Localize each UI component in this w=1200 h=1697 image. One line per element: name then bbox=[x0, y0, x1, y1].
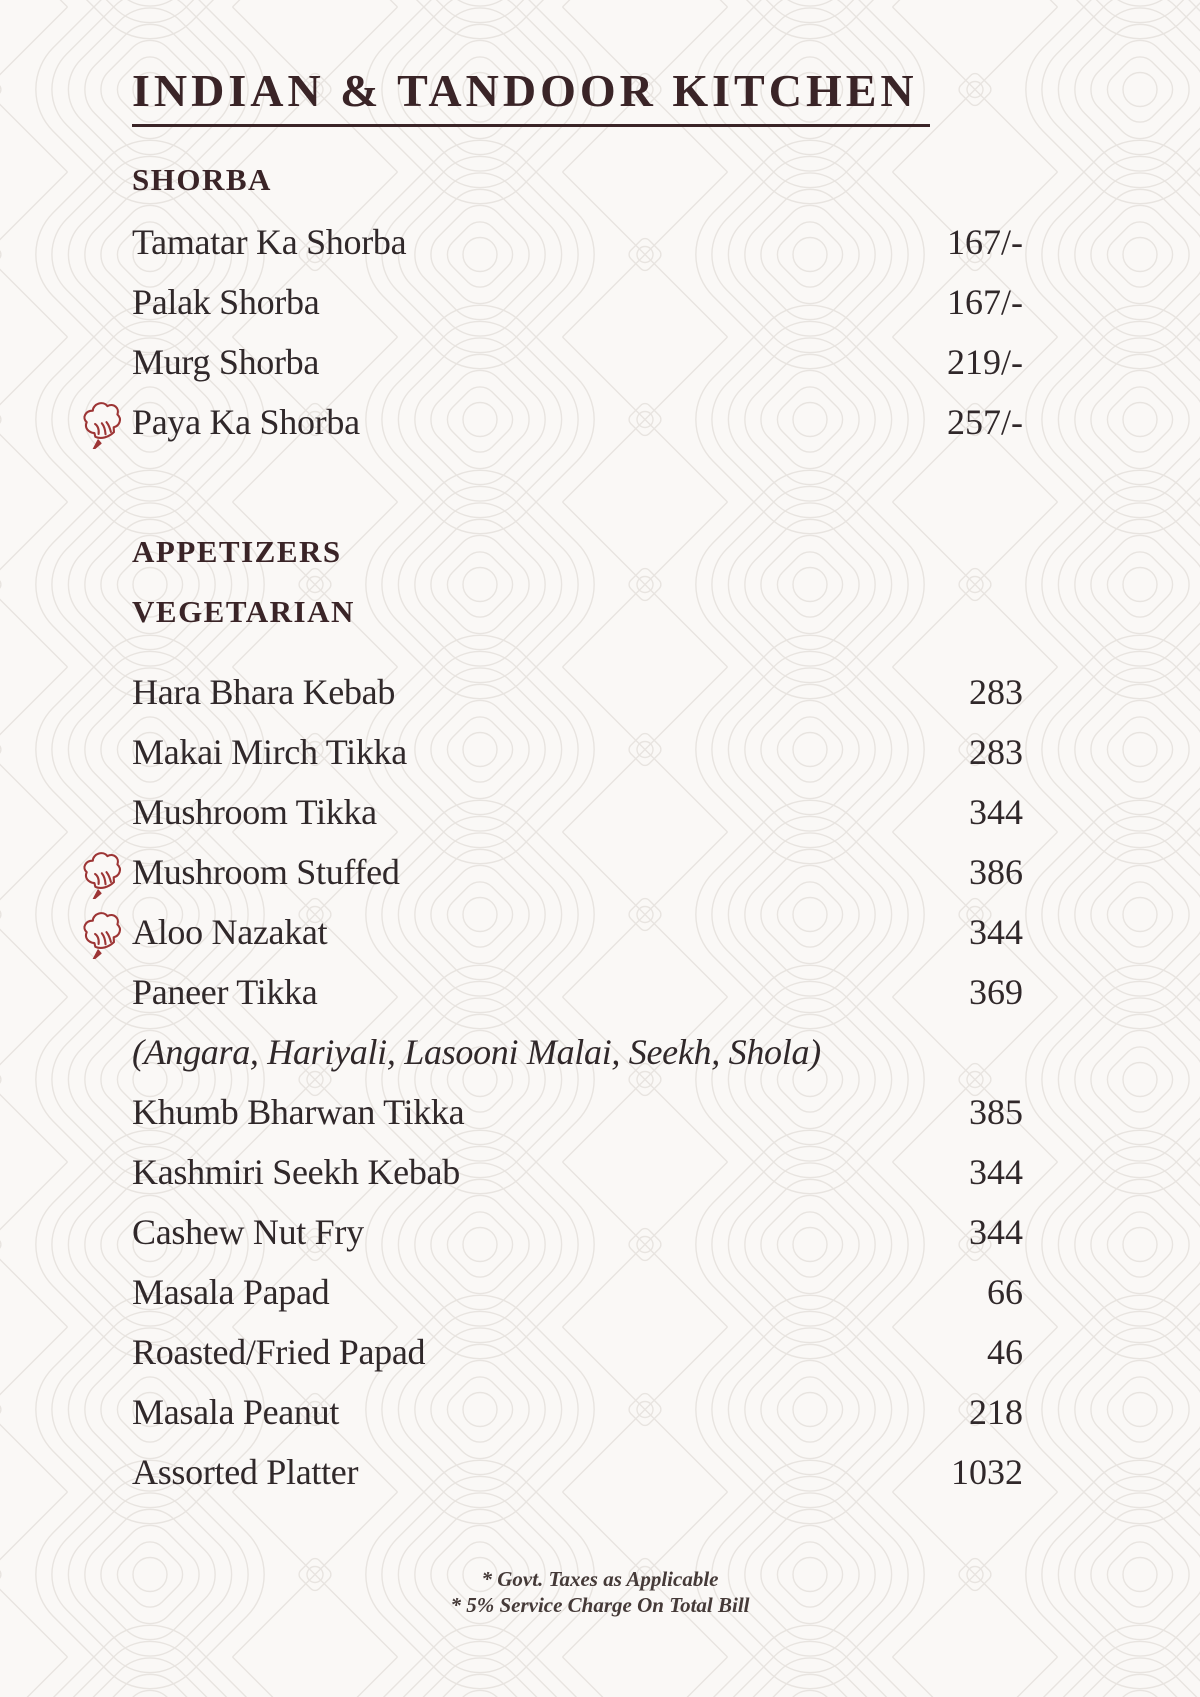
menu-item-row bbox=[132, 392, 1023, 452]
menu-item-name: Tamatar Ka Shorba bbox=[132, 222, 407, 262]
menu-item-price: 218 bbox=[969, 1392, 1023, 1432]
menu-item-name: Paya Ka Shorba bbox=[132, 402, 360, 442]
menu-item-name: Palak Shorba bbox=[132, 282, 320, 322]
menu-item-name: Masala Papad bbox=[132, 1272, 330, 1312]
menu-item-row bbox=[132, 902, 1023, 962]
menu-item-price: 283 bbox=[969, 732, 1023, 772]
menu-item-price: 344 bbox=[969, 1212, 1023, 1252]
menu-item-price: 1032 bbox=[951, 1452, 1023, 1492]
menu-item-row bbox=[132, 782, 1023, 842]
menu-item-row bbox=[132, 212, 1023, 272]
page-title: INDIAN & TANDOOR KITCHEN bbox=[132, 64, 930, 127]
menu-item-name: Khumb Bharwan Tikka bbox=[132, 1092, 465, 1132]
section-heading-appetizers: APPETIZERS bbox=[132, 534, 342, 569]
chef-hat-icon bbox=[80, 399, 126, 449]
menu-item-row bbox=[132, 1382, 1023, 1442]
menu-item-price: 369 bbox=[969, 972, 1023, 1012]
menu-item-variants: (Angara, Hariyali, Lasooni Malai, Seekh, Shola) bbox=[132, 1032, 821, 1072]
menu-item-name: Roasted/Fried Papad bbox=[132, 1332, 426, 1372]
menu-item-price: 344 bbox=[969, 912, 1023, 952]
menu-item-name: Hara Bhara Kebab bbox=[132, 672, 396, 712]
footer-note bbox=[0, 1566, 1200, 1618]
section-heading-shorba: SHORBA bbox=[132, 162, 272, 197]
menu-item-price: 386 bbox=[969, 852, 1023, 892]
menu-item-price: 167/- bbox=[947, 222, 1023, 262]
menu-item-price: 385 bbox=[969, 1092, 1023, 1132]
menu-item-row bbox=[132, 1082, 1023, 1142]
menu-item-price: 257/- bbox=[947, 402, 1023, 442]
menu-item-row bbox=[132, 1322, 1023, 1382]
menu-item-name: Mushroom Tikka bbox=[132, 792, 377, 832]
menu-item-row bbox=[132, 1262, 1023, 1322]
menu-item-row bbox=[132, 1142, 1023, 1202]
menu-item-price: 283 bbox=[969, 672, 1023, 712]
section-subheading-vegetarian: VEGETARIAN bbox=[132, 594, 355, 629]
menu-item-price: 344 bbox=[969, 792, 1023, 832]
chef-hat-icon bbox=[80, 909, 126, 959]
menu-item-price: 46 bbox=[987, 1332, 1023, 1372]
menu-item-name: Cashew Nut Fry bbox=[132, 1212, 364, 1252]
menu-item-note-row bbox=[132, 1022, 1023, 1082]
menu-item-row bbox=[132, 1442, 1023, 1502]
menu-item-name: Masala Peanut bbox=[132, 1392, 340, 1432]
menu-item-row bbox=[132, 962, 1023, 1022]
menu-item-row bbox=[132, 1202, 1023, 1262]
menu-item-row bbox=[132, 662, 1023, 722]
menu-item-name: Paneer Tikka bbox=[132, 972, 318, 1012]
menu-item-name: Murg Shorba bbox=[132, 342, 320, 382]
menu-item-name: Kashmiri Seekh Kebab bbox=[132, 1152, 460, 1192]
menu-item-price: 219/- bbox=[947, 342, 1023, 382]
footer-service-note: * 5% Service Charge On Total Bill bbox=[450, 1593, 750, 1617]
menu-item-row bbox=[132, 722, 1023, 782]
menu-item-price: 167/- bbox=[947, 282, 1023, 322]
menu-item-name: Makai Mirch Tikka bbox=[132, 732, 407, 772]
menu-item-row bbox=[132, 842, 1023, 902]
menu-item-name: Mushroom Stuffed bbox=[132, 852, 400, 892]
menu-item-name: Assorted Platter bbox=[132, 1452, 359, 1492]
menu-item-row bbox=[132, 272, 1023, 332]
chef-hat-icon bbox=[80, 849, 126, 899]
menu-item-price: 66 bbox=[987, 1272, 1023, 1312]
menu-item-row bbox=[132, 332, 1023, 392]
menu-item-price: 344 bbox=[969, 1152, 1023, 1192]
footer-tax-note: * Govt. Taxes as Applicable bbox=[481, 1567, 719, 1591]
menu-item-name: Aloo Nazakat bbox=[132, 912, 328, 952]
